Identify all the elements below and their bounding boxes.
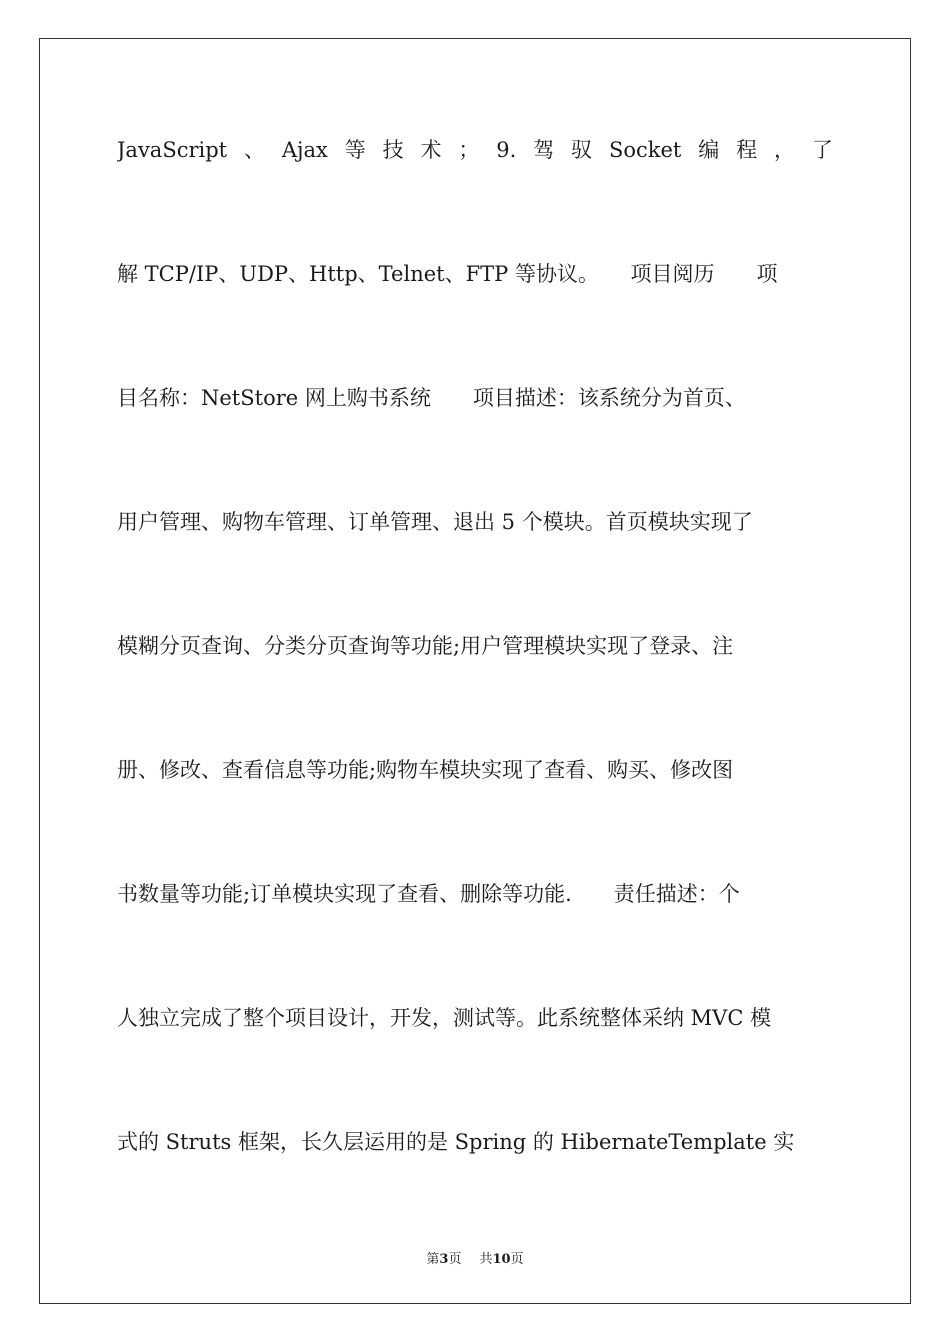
token: 了 — [811, 138, 833, 162]
page-prefix: 第 — [426, 1252, 440, 1267]
page-current: 3 — [439, 1252, 449, 1267]
token: 9. — [496, 138, 517, 162]
total-prefix: 共 — [479, 1252, 493, 1267]
body-line-9: 式的 Struts 框架，长久层运用的是 Spring 的 HibernateTemplate 实 — [117, 1130, 795, 1154]
page-border — [39, 38, 911, 1304]
token: Ajax — [281, 138, 328, 162]
page-footer — [0, 1248, 950, 1267]
page-total: 10 — [492, 1252, 511, 1267]
token: 驾 — [533, 138, 555, 162]
body-line-2: 解 TCP/IP、UDP、Http、Telnet、FTP 等协议。 项目阅历 项 — [117, 262, 778, 286]
body-line-4: 用户管理、购物车管理、订单管理、退出 5 个模块。首页模块实现了 — [117, 510, 753, 534]
body-line-1 — [117, 137, 833, 163]
page-unit: 页 — [448, 1252, 462, 1267]
token: 等 — [344, 138, 366, 162]
body-line-6: 册、修改、查看信息等功能;购物车模块实现了查看、购买、修改图 — [117, 758, 734, 782]
body-line-5: 模糊分页查询、分类分页查询等功能;用户管理模块实现了登录、注 — [117, 634, 734, 658]
token: 术 — [420, 138, 442, 162]
body-line-7: 书数量等功能;订单模块实现了查看、删除等功能. 责任描述：个 — [117, 882, 740, 906]
token: ， — [773, 138, 795, 162]
token: 程 — [736, 138, 758, 162]
token: 技 — [382, 138, 404, 162]
token: 驭 — [571, 138, 593, 162]
token: JavaScript — [117, 138, 228, 162]
token: 编 — [698, 138, 720, 162]
body-line-3: 目名称：NetStore 网上购书系统 项目描述：该系统分为首页、 — [117, 386, 746, 410]
body-line-8: 人独立完成了整个项目设计，开发，测试等。此系统整体采纳 MVC 模 — [117, 1006, 772, 1030]
token: Socket — [608, 138, 682, 162]
token: ； — [458, 138, 480, 162]
total-unit: 页 — [510, 1252, 524, 1267]
token: 、 — [243, 138, 265, 162]
